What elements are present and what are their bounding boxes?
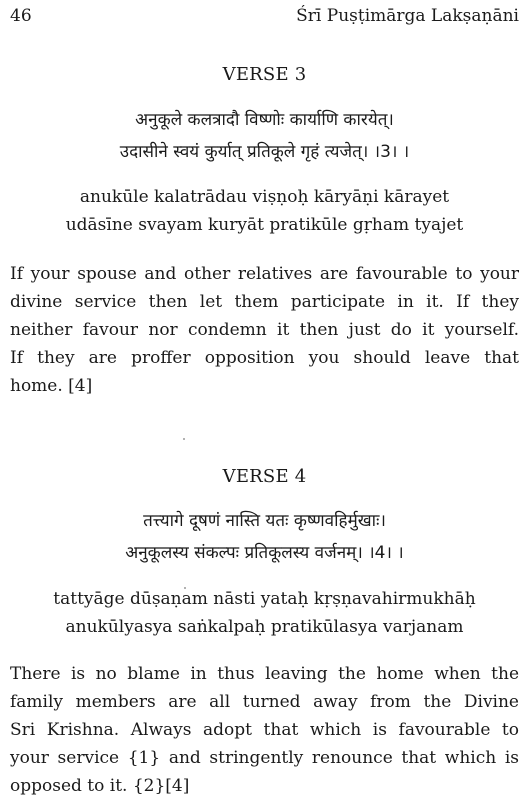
- verse-3-transliteration-line-2: udāsīne svayam kuryāt pratikūle gṛham tyajet: [65, 215, 464, 235]
- verse-4-translation-line-4: your service {1} and stringently renounce that which is: [10, 748, 519, 768]
- verse-3-translation-line-5: home. [4]: [10, 376, 93, 396]
- verse-4-translation-line-3: Sri Krishna. Always adopt that which is favourable to: [10, 720, 519, 740]
- verse-3-translation-line-4: If they are proffer opposition you should leave that: [10, 348, 519, 368]
- verse-3-translation-line-1: If your spouse and other relatives are favourable to your: [10, 264, 519, 284]
- verse-4-sanskrit-line-2: अनुकूलस्य संकल्पः प्रतिकूलस्य वर्जनम्। ।4। ।: [125, 543, 404, 563]
- verse-3-translation-line-3: neither favour nor condemn it then just do it yourself.: [10, 320, 519, 340]
- print-speck: [183, 438, 185, 440]
- verse-3-sanskrit-line-1: अनुकूले कलत्रादौ विष्णोः कार्याणि कारयेत्।: [135, 110, 394, 130]
- verse-4-sanskrit-line-1: तत्त्यागे दूषणं नास्ति यतः कृष्णवहिर्मुखाः।: [143, 511, 386, 531]
- verse-4-translation-line-1: There is no blame in thus leaving the home when the: [10, 664, 519, 684]
- verse-3-translation-line-2: divine service then let them participate in it. If they: [10, 292, 519, 312]
- verse-4-transliteration-line-1: tattyāge dūṣaṇam nāsti yataḥ kṛṣṇavahirmukhāḥ: [53, 589, 476, 609]
- verse-4-translation: [10, 660, 519, 800]
- page-header: [10, 4, 519, 28]
- verse-3-transliteration: [0, 183, 529, 239]
- verse-4-translation-line-2: family members are all turned away from the Divine: [10, 692, 519, 712]
- verse-3-sanskrit: [0, 104, 529, 168]
- verse-3-heading: VERSE 3: [222, 64, 307, 85]
- running-title: Śrī Puṣṭimārga Lakṣaṇāni: [296, 6, 519, 26]
- page-number: 46: [10, 6, 32, 26]
- verse-4-heading: VERSE 4: [222, 466, 307, 487]
- verse-4-transliteration-line-2: anukūlyasya saṅkalpaḥ pratikūlasya varjanam: [65, 617, 464, 637]
- verse-4-translation-line-5: opposed to it. {2}[4]: [10, 776, 190, 796]
- verse-3-sanskrit-line-2: उदासीने स्वयं कुर्यात् प्रतिकूले गृहं त्यजेत्। ।3। ।: [119, 142, 410, 162]
- verse-4-sanskrit: [0, 505, 529, 569]
- verse-3-translation: [10, 260, 519, 400]
- verse-4-transliteration: [0, 585, 529, 641]
- verse-3-transliteration-line-1: anukūle kalatrādau viṣṇoḥ kāryāṇi kārayet: [79, 187, 450, 207]
